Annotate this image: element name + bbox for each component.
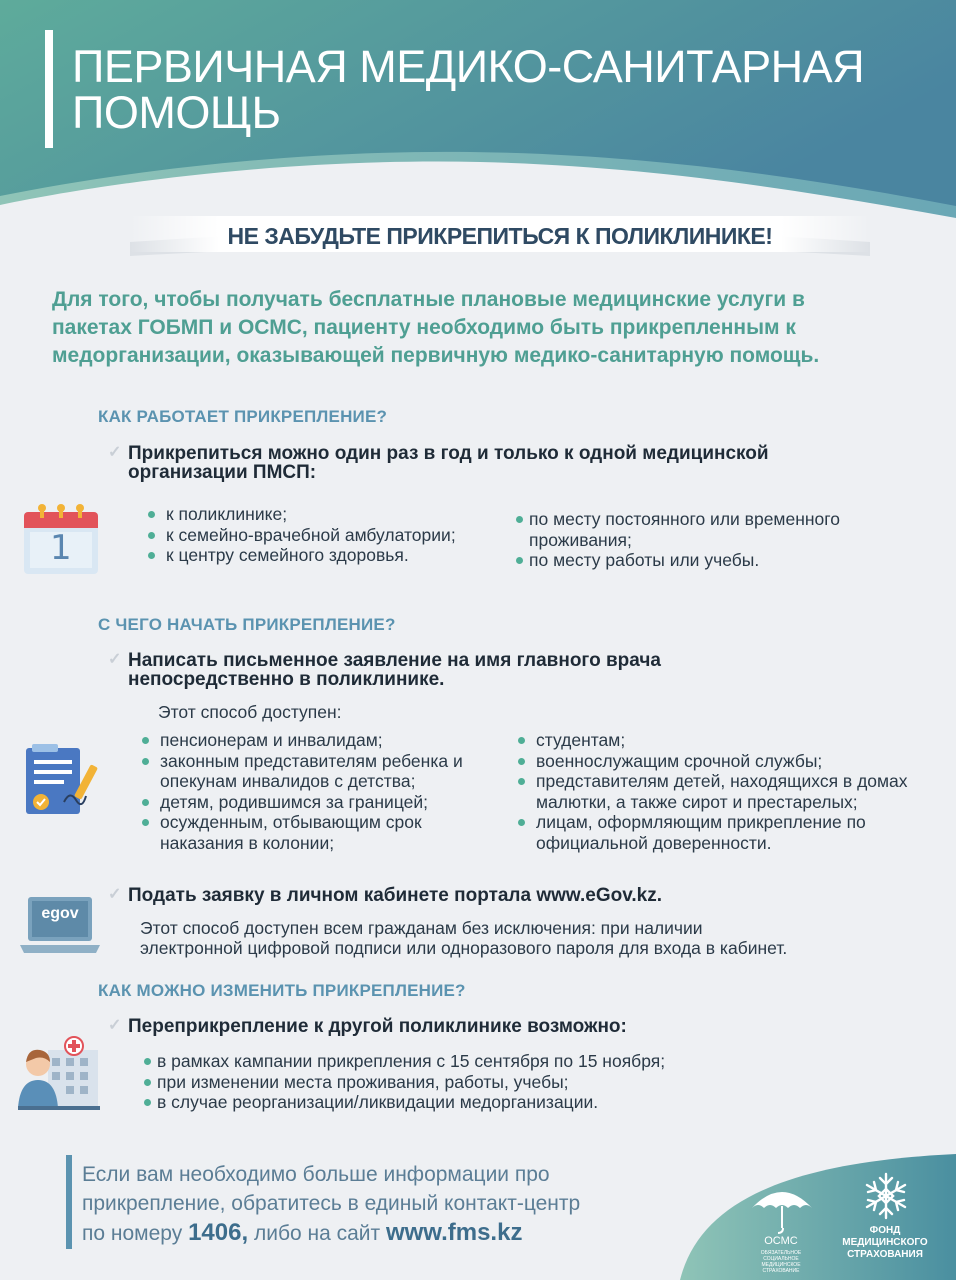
contact-phone[interactable]: 1406, — [188, 1219, 249, 1246]
section3-lead: Переприкрепление к другой поликлинике возможно: — [128, 1016, 627, 1037]
list-item: к центру семейного здоровья. — [146, 545, 516, 566]
reminder-banner: НЕ ЗАБУДЬТЕ ПРИКРЕПИТЬСЯ К ПОЛИКЛИНИКЕ! — [227, 223, 773, 249]
osms-logo-text: ОСМС — [764, 1235, 798, 1247]
section1-lead-line-1: Прикрепиться можно один раз в год и только к одной медицинской — [128, 443, 769, 464]
fms-logo-text — [840, 1225, 930, 1261]
fms-line-3: СТРАХОВАНИЯ — [847, 1249, 923, 1260]
intro-line-3: медорганизации, оказывающей первичную медико-санитарную помощь. — [52, 344, 820, 367]
fms-line-1: ФОНД — [869, 1225, 901, 1236]
egov-logo: egov — [41, 905, 79, 922]
check-icon: ✓ — [108, 1017, 122, 1034]
title-line-1: ПЕРВИЧНАЯ МЕДИКО-САНИТАРНАЯ — [72, 41, 865, 92]
osms-logo-subtitle: ОБЯЗАТЕЛЬНОЕ СОЦИАЛЬНОЕ МЕДИЦИНСКОЕ СТРАХОВАНИЕ — [760, 1250, 802, 1274]
egov-description-line-2: электронной цифровой подписи или одноразового пароля для входа в кабинет. — [140, 938, 788, 958]
section2-lead-line-1: Написать письменное заявление на имя главного врача — [128, 650, 661, 671]
section-heading-how-to-change: КАК МОЖНО ИЗМЕНИТЬ ПРИКРЕПЛЕНИЕ? — [98, 981, 466, 1000]
list-item: при изменении места проживания, работы, учебы; — [144, 1072, 844, 1093]
application-document-icon — [24, 742, 102, 820]
list-item: пенсионерам и инвалидам; — [140, 730, 510, 751]
doctor-clinic-icon — [18, 1036, 100, 1112]
check-icon: ✓ — [108, 651, 122, 668]
footer-accent-bar — [66, 1155, 72, 1249]
footer-line-3 — [82, 1218, 662, 1248]
list-item: студентам; — [516, 730, 916, 751]
section-heading-how-to-start: С ЧЕГО НАЧАТЬ ПРИКРЕПЛЕНИЕ? — [98, 615, 396, 634]
section1-lead-line-2: организации ПМСП: — [128, 462, 317, 483]
title-line-2: ПОМОЩЬ — [72, 87, 281, 138]
list-item: к поликлинике; — [146, 504, 516, 525]
osms-umbrella-logo-icon — [750, 1182, 814, 1234]
section2-eligible-list-left — [140, 730, 510, 853]
intro-line-1: Для того, чтобы получать бесплатные плановые медицинские услуги в — [52, 288, 805, 311]
list-item: детям, родившимся за границей; — [140, 792, 510, 813]
footer-line-3-middle: либо на сайт — [248, 1222, 386, 1245]
footer-line-2: прикрепление, обратитесь в единый контакт-центр — [82, 1192, 581, 1215]
section2-eligible-list-right — [516, 730, 916, 853]
check-icon: ✓ — [108, 444, 122, 461]
section3-conditions-list — [144, 1051, 844, 1113]
fms-website-link[interactable]: www.fms.kz — [385, 1219, 523, 1246]
fms-snowflake-logo-icon — [864, 1172, 908, 1220]
fms-line-2: МЕДИЦИНСКОГО — [842, 1237, 928, 1248]
title-accent-bar — [45, 30, 53, 148]
list-item: в рамках кампании прикрепления с 15 сентября по 15 ноября; — [144, 1051, 844, 1072]
section-heading-how-it-works: КАК РАБОТАЕТ ПРИКРЕПЛЕНИЕ? — [98, 407, 388, 426]
list-item: представителям детей, находящихся в домах малютки, а также сирот и престарелых; — [516, 771, 916, 812]
intro-paragraph — [52, 286, 932, 370]
list-item: по месту постоянного или временного проживания; — [516, 509, 876, 550]
intro-line-2: пакетах ГОБМП и ОСМС, пациенту необходимо быть прикрепленным к — [52, 316, 796, 339]
list-item: в случае реорганизации/ликвидации медорганизации. — [144, 1092, 844, 1113]
footer-contact-info — [82, 1160, 662, 1248]
calendar-day-number: 1 — [50, 528, 72, 568]
list-item: по месту работы или учебы. — [516, 550, 876, 571]
egov-description — [140, 918, 930, 958]
section2-lead — [128, 651, 848, 689]
page-title — [72, 41, 932, 138]
list-item: лицам, оформляющим прикрепление по официальной доверенности. — [516, 812, 916, 853]
section1-org-list — [146, 504, 516, 566]
list-item: к семейно-врачебной амбулатории; — [146, 525, 516, 546]
check-icon: ✓ — [108, 886, 122, 903]
egov-description-line-1: Этот способ доступен всем гражданам без исключения: при наличии — [140, 918, 703, 938]
section1-lead — [128, 444, 848, 482]
list-item: законным представителям ребенка и опекунам инвалидов с детства; — [140, 751, 510, 792]
egov-lead: Подать заявку в личном кабинете портала www.eGov.kz. — [128, 885, 662, 906]
section2-lead-line-2: непосредственно в поликлинике. — [128, 669, 445, 690]
list-item: военнослужащим срочной службы; — [516, 751, 916, 772]
footer-line-3-prefix: по номеру — [82, 1222, 189, 1245]
footer-line-1: Если вам необходимо больше информации про — [82, 1163, 550, 1186]
section1-place-list — [516, 509, 876, 571]
available-label: Этот способ доступен: — [158, 702, 342, 722]
list-item: осужденным, отбывающим срок наказания в колонии; — [140, 812, 510, 853]
